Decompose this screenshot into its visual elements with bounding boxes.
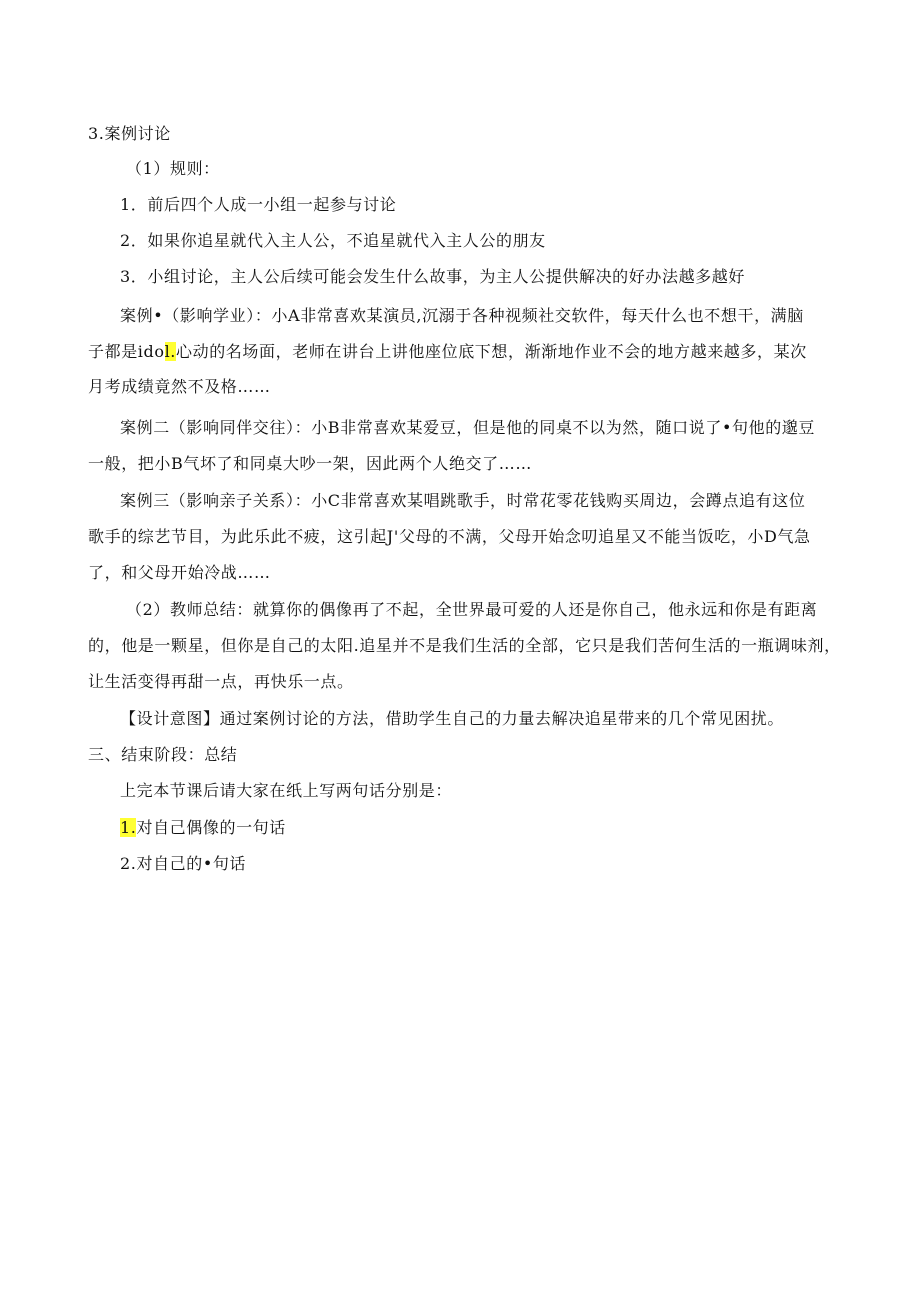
- highlight-mark: 1.: [120, 818, 137, 837]
- closing-item-1: [120, 818, 286, 838]
- case2-line1: 案例二（影响同伴交往）：小B非常喜欢某爱豆，但是他的同桌不以为然，随口说了•句他的邈豆: [120, 418, 815, 437]
- summary-line3: 让生活变得再甜一点，再快乐一点。: [88, 672, 354, 691]
- case2-line2: 一般，把小B气坏了和同桌大吵一架，因此两个人绝交了……: [88, 454, 532, 473]
- case3-line2: 歌手的综艺节目，为此乐此不疲，这引起J'父母的不满，父母开始念叨追星又不能当饭吃，小D气急: [88, 527, 811, 546]
- closing-item-1-text: 对自己偶像的一句话: [136, 818, 286, 837]
- summary-line1: （2）教师总结：就算你的偶像再了不起，全世界最可爱的人还是你自己，他永远和你是有距离: [126, 600, 818, 619]
- case3-line3: 了，和父母开始冷战……: [88, 563, 271, 582]
- rules-heading: （1）规则：: [126, 159, 220, 178]
- case1-text-a: 子都是ido: [88, 342, 165, 361]
- summary-line2: 的，他是一颗星，但你是自己的太阳.追星并不是我们生活的全部，它只是我们苦何生活的一瓶调味剂，: [88, 636, 841, 655]
- section-title: 3.案例讨论: [88, 124, 171, 143]
- part3-title: 三、结束阶段：总结: [88, 745, 238, 764]
- rule-item-2: 2．如果你追星就代入主人公，不追星就代入主人公的朋友: [120, 231, 546, 250]
- case1-line1: 案例•（影响学业）：小A非常喜欢某演员,沉溺于各种视频社交软件，每天什么也不想干，满脑: [120, 306, 804, 325]
- case1-line3: 月考成绩竟然不及格……: [88, 377, 271, 396]
- closing-intro: 上完本节课后请大家在纸上写两句话分别是：: [120, 781, 453, 800]
- highlight-mark: l.: [164, 342, 176, 361]
- rule-item-3: 3．小组讨论，主人公后续可能会发生什么故事，为主人公提供解决的好办法越多越好: [120, 267, 745, 286]
- closing-item-2: 2.对自己的•句话: [120, 854, 247, 873]
- design-intent: 【设计意图】通过案例讨论的方法，借助学生自己的力量去解决追星带来的几个常见困扰。: [120, 709, 785, 728]
- rule-item-1: 1．前后四个人成一小组一起参与讨论: [120, 195, 397, 214]
- case3-line1: 案例三（影响亲子关系）：小C非常喜欢某唱跳歌手，时常花零花钱购买周边，会蹲点追有这位: [120, 491, 806, 510]
- case1-line2: [88, 342, 807, 362]
- case1-text-b: 心动的名场面，老师在讲台上讲他座位底下想，渐渐地作业不会的地方越来越多，某次: [176, 342, 807, 361]
